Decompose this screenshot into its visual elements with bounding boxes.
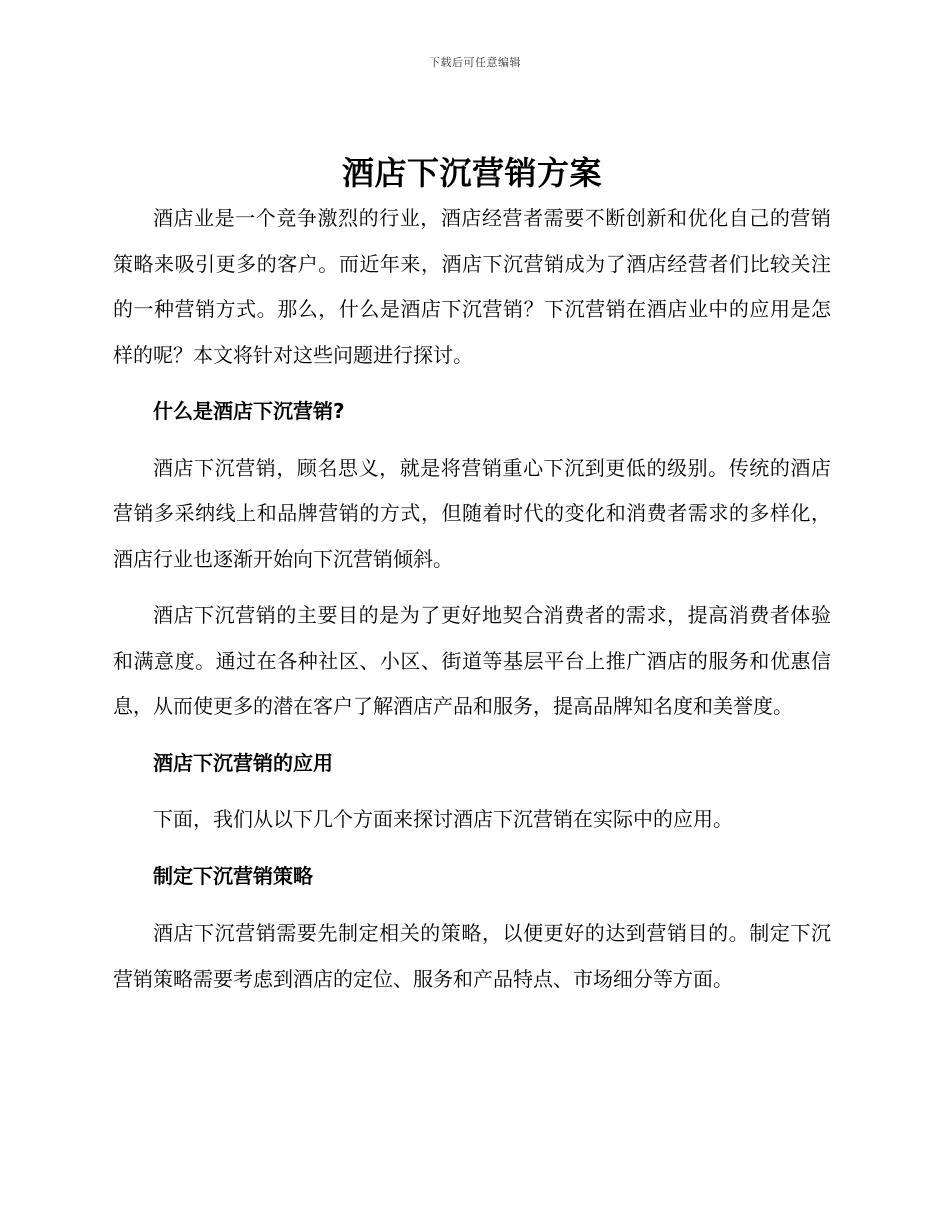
- document-body: [113, 150, 831, 1002]
- section1-paragraph-2: 酒店下沉营销的主要目的是为了更好地契合消费者的需求，提高消费者体验和满意度。通过在各种社区、小区、街道等基层平台上推广酒店的服务和优惠信息，从而使更多的潜在客户了解酒店产品和服务，提高品牌知名度和美誉度。: [113, 603, 831, 718]
- intro-paragraph: 酒店业是一个竞争激烈的行业，酒店经营者需要不断创新和优化自己的营销策略来吸引更多的客户。而近年来，酒店下沉营销成为了酒店经营者们比较关注的一种营销方式。那么，什么是酒店下沉营销？下沉营销在酒店业中的应用是怎样的呢？本文将针对这些问题进行探讨。: [113, 206, 831, 367]
- section1-paragraph-1: 酒店下沉营销，顾名思义，就是将营销重心下沉到更低的级别。传统的酒店营销多采纳线上和品牌营销的方式，但随着时代的变化和消费者需求的多样化，酒店行业也逐渐开始向下沉营销倾斜。: [113, 455, 831, 571]
- section3-paragraph-1: 酒店下沉营销需要先制定相关的策略，以便更好的达到营销目的。制定下沉营销策略需要考虑到酒店的定位、服务和产品特点、市场细分等方面。: [113, 921, 831, 991]
- page-header-note: 下载后可任意编辑: [429, 56, 521, 69]
- section2-paragraph-1: 下面，我们从以下几个方面来探讨酒店下沉营销在实际中的应用。: [153, 807, 733, 831]
- document-title: 酒店下沉营销方案: [341, 154, 602, 192]
- section-heading-strategy: 制定下沉营销策略: [153, 863, 313, 888]
- section-heading-what-is: 什么是酒店下沉营销?: [153, 399, 345, 423]
- section-heading-application: 酒店下沉营销的应用: [153, 750, 333, 775]
